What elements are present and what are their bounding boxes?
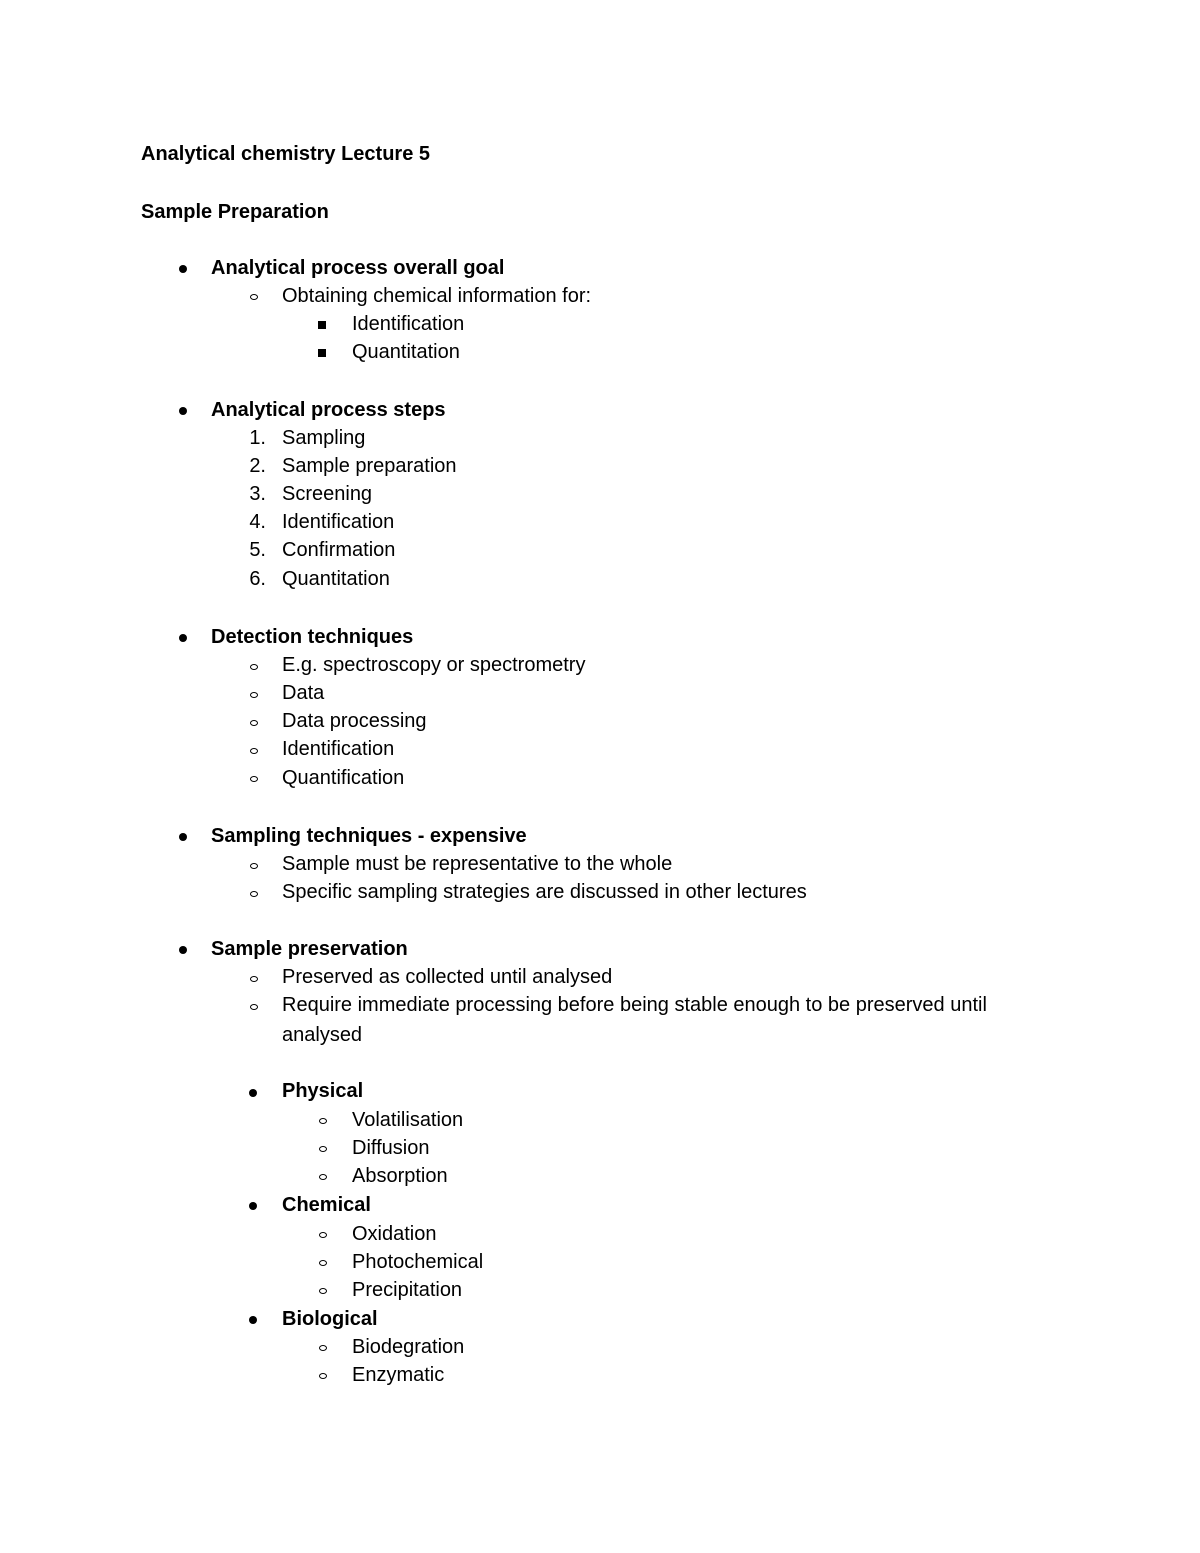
steps-label: Analytical process steps — [211, 399, 446, 421]
bullet-icon — [179, 265, 187, 273]
circle-bullet-icon — [250, 664, 258, 670]
preservation-label: Sample preservation — [211, 938, 408, 960]
detection-label: Detection techniques — [211, 626, 414, 648]
circle-bullet-icon — [250, 748, 258, 754]
circle-bullet-icon — [319, 1174, 327, 1180]
circle-bullet-icon — [250, 891, 258, 897]
bullet-icon — [179, 407, 187, 415]
bullet-icon — [249, 1316, 257, 1324]
list-item: E.g. spectroscopy or spectrometry — [282, 654, 586, 676]
list-number: 1. — [249, 427, 266, 449]
circle-bullet-icon — [319, 1118, 327, 1124]
circle-bullet-icon — [250, 863, 258, 869]
biological-label: Biological — [282, 1308, 378, 1330]
bullet-icon — [179, 833, 187, 841]
bullet-icon — [179, 946, 187, 954]
list-item: Photochemical — [352, 1251, 484, 1273]
list-item: Diffusion — [352, 1137, 430, 1159]
list-number: 5. — [249, 539, 266, 561]
list-item: Preserved as collected until analysed — [282, 966, 613, 988]
goal-label: Analytical process overall goal — [211, 257, 505, 279]
list-number: 6. — [249, 568, 266, 590]
list-item: Specific sampling strategies are discussed in other lectures — [282, 881, 807, 903]
circle-bullet-icon — [250, 294, 258, 300]
list-number: 3. — [249, 483, 266, 505]
list-item-continuation: analysed — [282, 1024, 363, 1046]
list-item: Data — [282, 682, 325, 704]
list-item: Absorption — [352, 1165, 448, 1187]
chemical-label: Chemical — [282, 1194, 371, 1216]
list-item: Volatilisation — [352, 1109, 464, 1131]
list-item: Enzymatic — [352, 1364, 445, 1386]
bullet-icon — [179, 634, 187, 642]
list-item: Quantitation — [282, 568, 390, 590]
list-item: Sample preparation — [282, 455, 457, 477]
circle-bullet-icon — [250, 776, 258, 782]
circle-bullet-icon — [319, 1146, 327, 1152]
list-number: 4. — [249, 511, 266, 533]
list-item: Quantification — [282, 767, 405, 789]
circle-bullet-icon — [250, 1004, 258, 1010]
list-item: Sample must be representative to the whole — [282, 853, 673, 875]
list-item: Identification — [352, 313, 465, 335]
circle-bullet-icon — [250, 976, 258, 982]
list-item: Sampling — [282, 427, 366, 449]
list-item: Obtaining chemical information for: — [282, 285, 592, 307]
circle-bullet-icon — [319, 1288, 327, 1294]
section-heading: Sample Preparation — [141, 201, 329, 223]
list-item: Oxidation — [352, 1223, 437, 1245]
list-item: Quantitation — [352, 341, 460, 363]
list-item: Confirmation — [282, 539, 396, 561]
list-item: Data processing — [282, 710, 427, 732]
sampling-label: Sampling techniques - expensive — [211, 825, 527, 847]
list-item: Require immediate processing before being stable enough to be preserved until — [282, 994, 987, 1016]
list-item: Screening — [282, 483, 373, 505]
physical-label: Physical — [282, 1080, 364, 1102]
circle-bullet-icon — [250, 692, 258, 698]
list-number: 2. — [249, 455, 266, 477]
list-item: Identification — [282, 511, 395, 533]
circle-bullet-icon — [250, 720, 258, 726]
list-item: Precipitation — [352, 1279, 463, 1301]
circle-bullet-icon — [319, 1232, 327, 1238]
bullet-icon — [249, 1202, 257, 1210]
square-bullet-icon — [318, 321, 326, 329]
page-title: Analytical chemistry Lecture 5 — [141, 143, 431, 165]
bullet-icon — [249, 1089, 257, 1097]
circle-bullet-icon — [319, 1260, 327, 1266]
square-bullet-icon — [318, 349, 326, 357]
list-item: Identification — [282, 738, 395, 760]
circle-bullet-icon — [319, 1345, 327, 1351]
list-item: Biodegration — [352, 1336, 465, 1358]
circle-bullet-icon — [319, 1373, 327, 1379]
